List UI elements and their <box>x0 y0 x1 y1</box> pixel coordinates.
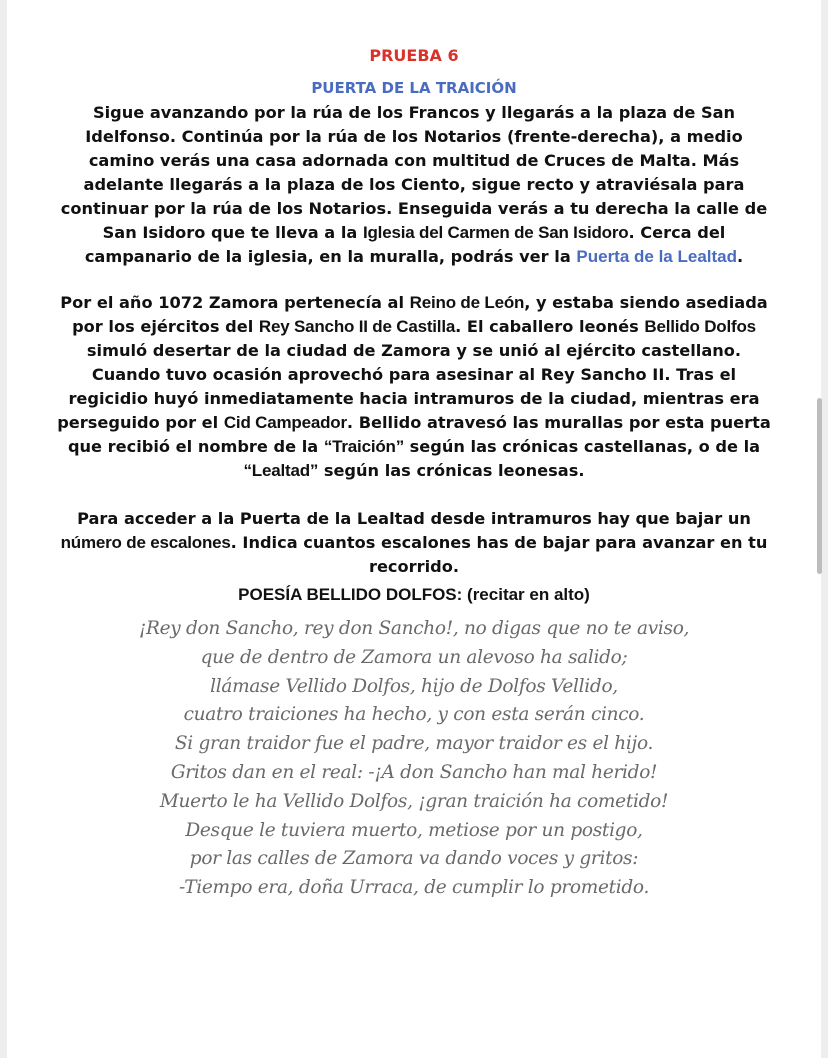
text-run: Para acceder a la Puerta de la Lealtad desde intramuros hay que bajar un <box>77 509 751 528</box>
text-run: . Indica cuantos escalones has de bajar para avanzar en tu recorrido. <box>230 533 768 576</box>
highlight-traicion: “Traición” <box>323 437 405 456</box>
highlight-bellido-dolfos: Bellido Dolfos <box>644 317 756 336</box>
poem-line: Desque le tuviera muerto, metiose por un postigo, <box>185 819 643 841</box>
scrollbar-thumb[interactable] <box>817 398 822 574</box>
highlight-numero-escalones: número de escalones <box>60 533 231 552</box>
poem-line: -Tiempo era, doña Urraca, de cumplir lo prometido. <box>178 877 650 899</box>
highlight-reino-leon: Reino de León <box>409 293 525 312</box>
text-run: . <box>737 247 744 266</box>
spacer <box>40 483 788 507</box>
highlight-cid-campeador: Cid Campeador <box>223 413 347 432</box>
scroll-track[interactable] <box>821 0 828 1058</box>
text-run: . Bellido atravesó las murallas por esta puerta que recibió el nombre de la <box>67 413 771 456</box>
history-paragraph <box>40 291 788 483</box>
text-run: . El caballero leonés <box>455 317 645 336</box>
highlight-church: Iglesia del Carmen de San Isidoro <box>362 223 629 242</box>
poem-line: que de dentro de Zamora un alevoso ha salido; <box>200 646 628 668</box>
poem-line: por las calles de Zamora va dando voces y gritos: <box>189 848 639 870</box>
left-page-edge <box>0 0 7 1058</box>
page-subtitle: PUERTA DE LA TRAICIÓN <box>311 79 517 97</box>
highlight-rey-sancho: Rey Sancho II de Castilla <box>258 317 456 336</box>
text-run: . Cerca del campanario de la iglesia, en la muralla, podrás ver la <box>84 223 726 266</box>
poem-line: Si gran traidor fue el padre, mayor traidor es el hijo. <box>174 733 654 755</box>
text-run: simuló desertar de la ciudad de Zamora y se unió al ejército castellano. Cuando tuvo ocasión aprovechó para asesinar al Rey Sancho II. Tras el regicidio huyó inmediatamente hacia intramuros de la ciudad, mientras era perseguido por el <box>57 341 760 432</box>
task-paragraph <box>40 507 788 579</box>
poem-line: llámase Vellido Dolfos, hijo de Dolfos Vellido, <box>210 675 618 697</box>
page-title: PRUEBA 6 <box>369 46 459 65</box>
text-run: Por el año 1072 Zamora pertenecía al <box>60 293 410 312</box>
directions-paragraph <box>40 101 788 269</box>
poem-line: cuatro traiciones ha hecho, y con esta serán cinco. <box>183 704 645 726</box>
text-run: según las crónicas castellanas, o de la <box>404 437 761 456</box>
text-run: según las crónicas leonesas. <box>318 461 585 480</box>
text-run: , y estaba siendo asediada por los ejércitos del <box>72 293 768 336</box>
poem-heading: POESÍA BELLIDO DOLFOS: (recitar en alto) <box>238 585 590 604</box>
poem-line: ¡Rey don Sancho, rey don Sancho!, no digas que no te aviso, <box>138 618 690 639</box>
link-puerta-lealtad[interactable]: Puerta de la Lealtad <box>576 247 738 266</box>
spacer <box>40 269 788 291</box>
highlight-lealtad: “Lealtad” <box>243 461 319 480</box>
text-run: Sigue avanzando por la rúa de los Francos y llegarás a la plaza de San Idelfonso. Continúa por la rúa de los Notarios (frente-derecha), a medio camino verás una casa adornada con multitud de Cruces de Malta. Más adelante llegarás a la plaza de los Ciento, sigue recto y atraviésala para continuar por la rúa de los Notarios. Enseguida verás a tu derecha la calle de San Isidoro que te lleva a la <box>60 103 768 242</box>
document-page <box>40 44 788 903</box>
poem <box>40 615 788 903</box>
poem-line: Muerto le ha Vellido Dolfos, ¡gran traición ha cometido! <box>159 790 669 812</box>
poem-line: Gritos dan en el real: -¡A don Sancho han mal herido! <box>170 761 658 783</box>
